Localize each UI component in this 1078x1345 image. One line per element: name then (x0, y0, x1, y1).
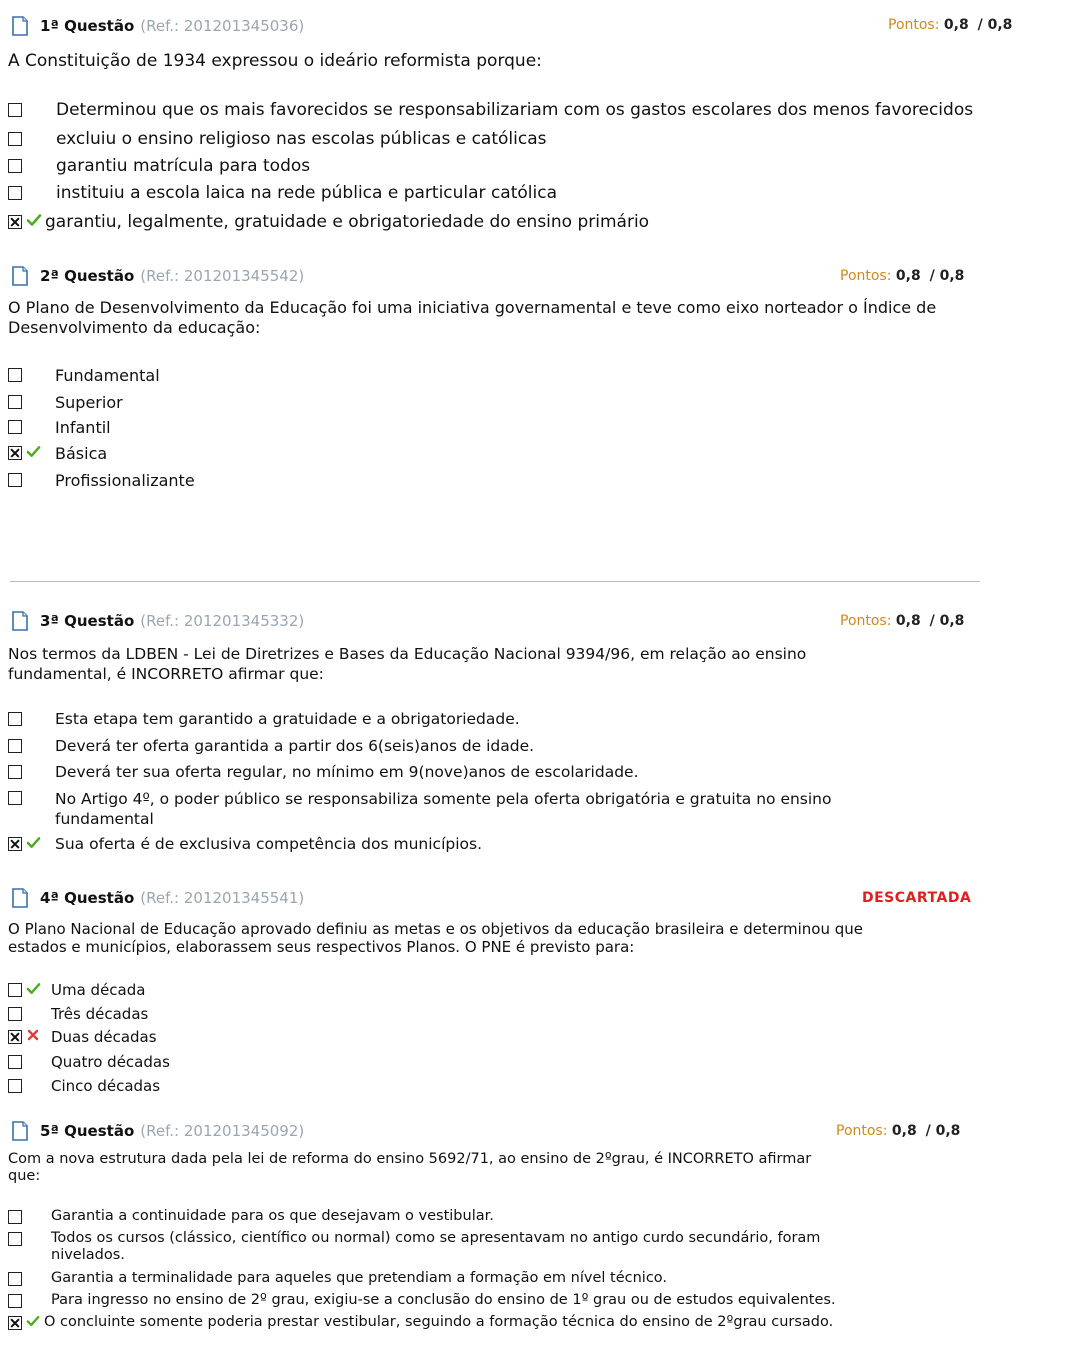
option-text: Profissionalizante (55, 471, 195, 490)
option-checkbox-checked[interactable] (8, 837, 22, 851)
points-value: 0,8 (891, 1123, 917, 1139)
question-title: 4ª Questão (40, 889, 135, 907)
question-stem: A Constituição de 1934 expressou o ideário reformista porque: (8, 51, 542, 71)
option-item[interactable] (8, 212, 649, 232)
option-text: garantiu matrícula para todos (56, 156, 311, 176)
option-item[interactable] (8, 1005, 148, 1023)
question-title: 5ª Questão (40, 1122, 135, 1140)
option-checkbox[interactable] (8, 1079, 22, 1093)
option-checkbox[interactable] (8, 186, 22, 200)
option-item[interactable] (8, 1314, 833, 1330)
question-title: 2ª Questão (40, 267, 135, 285)
question-ref: (Ref.: 201201345036) (140, 17, 305, 35)
option-text: Superior (55, 393, 123, 412)
option-text: Para ingresso no ensino de 2º grau, exigiu-se a conclusão do ensino de 1º grau ou de estudos equivalentes. (51, 1292, 836, 1308)
question-title: 1ª Questão (40, 17, 135, 35)
question-ref: (Ref.: 201201345542) (140, 267, 305, 285)
points-total: / 0,8 (925, 1123, 961, 1139)
option-checkbox[interactable] (8, 395, 22, 409)
option-item[interactable] (8, 444, 107, 463)
question-stem (8, 920, 863, 956)
points-value: 0,8 (943, 17, 969, 33)
option-item[interactable] (8, 1230, 820, 1264)
option-text: excluiu o ensino religioso nas escolas públicas e católicas (56, 129, 547, 149)
option-checkbox-checked[interactable] (8, 446, 22, 460)
option-text: Garantia a terminalidade para aqueles que pretendiam a formação em nível técnico. (51, 1270, 668, 1286)
option-item[interactable] (8, 737, 534, 755)
option-item[interactable] (8, 1077, 160, 1095)
question-2-header (10, 266, 304, 286)
option-checkbox[interactable] (8, 473, 22, 487)
points-label: Pontos: (840, 268, 892, 284)
option-text: garantiu, legalmente, gratuidade e obrigatoriedade do ensino primário (45, 212, 650, 232)
option-item[interactable] (8, 156, 310, 176)
check-icon (22, 835, 59, 850)
discarded-badge: DESCARTADA (862, 890, 972, 906)
option-item[interactable] (8, 393, 123, 412)
option-item[interactable] (8, 418, 111, 437)
document-icon (10, 1121, 30, 1141)
points-label: Pontos: (840, 613, 892, 629)
option-checkbox-checked[interactable] (8, 1030, 22, 1044)
option-text-line: nivelados. (51, 1247, 125, 1263)
points-display (836, 1123, 960, 1139)
option-checkbox[interactable] (8, 368, 22, 382)
option-text: Três décadas (51, 1005, 149, 1023)
option-checkbox[interactable] (8, 1007, 22, 1021)
question-3-header (10, 611, 304, 631)
points-value: 0,8 (895, 613, 921, 629)
stem-line: que: (8, 1168, 41, 1184)
option-checkbox[interactable] (8, 739, 22, 753)
option-text: Determinou que os mais favorecidos se responsabilizariam com os gastos escolares dos menos favorecidos (56, 100, 974, 120)
option-text-line: fundamental (55, 810, 154, 828)
divider (10, 581, 980, 582)
option-text: Quatro décadas (51, 1053, 170, 1071)
option-checkbox[interactable] (8, 983, 22, 997)
question-5-header (10, 1121, 304, 1141)
stem-line: O Plano Nacional de Educação aprovado definiu as metas e os objetivos da educação brasileira e determinou que (8, 920, 864, 938)
question-ref: (Ref.: 201201345092) (140, 1122, 305, 1140)
option-checkbox[interactable] (8, 1272, 22, 1286)
option-text (51, 1230, 820, 1264)
document-icon (10, 888, 30, 908)
option-checkbox-checked[interactable] (8, 215, 22, 229)
document-icon (10, 611, 30, 631)
option-text: instituiu a escola laica na rede pública e particular católica (56, 183, 557, 203)
stem-line: estados e municípios, elaborassem seus respectivos Planos. O PNE é previsto para: (8, 938, 635, 956)
option-text: Esta etapa tem garantido a gratuidade e a obrigatoriedade. (55, 710, 520, 728)
option-item[interactable] (8, 100, 973, 120)
option-text-line: No Artigo 4º, o poder público se responsabiliza somente pela oferta obrigatória e gratuita no ensino (55, 790, 832, 808)
question-4-header (10, 888, 304, 908)
option-checkbox[interactable] (8, 132, 22, 146)
points-value: 0,8 (895, 268, 921, 284)
option-text: O concluinte somente poderia prestar vestibular, seguindo a formação técnica do ensino de 2ºgrau cursado. (44, 1314, 834, 1330)
option-item[interactable] (8, 763, 639, 781)
option-text: Uma década (51, 981, 146, 999)
option-checkbox[interactable] (8, 1232, 22, 1246)
option-checkbox[interactable] (8, 103, 22, 117)
option-item[interactable] (8, 1270, 667, 1286)
points-display (840, 613, 964, 629)
option-text: Deverá ter sua oferta regular, no mínimo em 9(nove)anos de escolaridade. (55, 763, 639, 781)
option-text: Garantia a continuidade para os que desejavam o vestibular. (51, 1208, 494, 1224)
points-display (840, 268, 964, 284)
option-checkbox[interactable] (8, 791, 22, 805)
question-stem (8, 644, 806, 684)
option-item[interactable] (8, 366, 160, 385)
question-ref: (Ref.: 201201345541) (140, 889, 305, 907)
option-item[interactable] (8, 1053, 170, 1071)
stem-line: O Plano de Desenvolvimento da Educação foi uma iniciativa governamental e teve como eixo norteador o Índice de (8, 298, 937, 317)
stem-line: Desenvolvimento da educação: (8, 318, 261, 337)
stem-line: fundamental, é INCORRETO afirmar que: (8, 665, 324, 683)
option-text-line: Todos os cursos (clássico, científico ou normal) como se apresentavam no antigo curdo secundário, foram (51, 1230, 821, 1246)
option-item[interactable] (8, 981, 145, 999)
question-title: 3ª Questão (40, 612, 135, 630)
option-checkbox[interactable] (8, 1210, 22, 1224)
option-item[interactable] (8, 710, 520, 728)
option-item[interactable] (8, 789, 832, 829)
question-stem (8, 298, 936, 338)
option-text: Sua oferta é de exclusiva competência dos municípios. (55, 835, 483, 853)
points-total: / 0,8 (929, 613, 965, 629)
stem-line: Com a nova estrutura dada pela lei de reforma do ensino 5692/71, ao ensino de 2ºgrau, é INCORRETO afirmar (8, 1151, 812, 1167)
check-icon (22, 444, 59, 459)
option-text: Infantil (55, 418, 111, 437)
points-total: / 0,8 (977, 17, 1013, 33)
option-item[interactable] (8, 183, 557, 203)
stem-line: Nos termos da LDBEN - Lei de Diretrizes e Bases da Educação Nacional 9394/96, em relação ao ensino (8, 645, 807, 663)
option-item[interactable] (8, 835, 482, 853)
option-checkbox[interactable] (8, 712, 22, 726)
option-text: Básica (55, 444, 108, 463)
option-item[interactable] (8, 1292, 836, 1308)
option-text: Cinco décadas (51, 1077, 161, 1095)
option-checkbox[interactable] (8, 159, 22, 173)
question-ref: (Ref.: 201201345332) (140, 612, 305, 630)
option-checkbox[interactable] (8, 765, 22, 779)
option-item[interactable] (8, 471, 195, 490)
option-checkbox[interactable] (8, 420, 22, 434)
question-stem (8, 1151, 811, 1185)
question-1-header (10, 16, 304, 36)
points-label: Pontos: (836, 1123, 888, 1139)
points-total: / 0,8 (929, 268, 965, 284)
option-text: Duas décadas (51, 1028, 157, 1046)
points-display (888, 17, 1012, 33)
option-text: Deverá ter oferta garantida a partir dos 6(seis)anos de idade. (55, 737, 535, 755)
document-icon (10, 16, 30, 36)
option-text: Fundamental (55, 366, 160, 385)
document-icon (10, 266, 30, 286)
points-label: Pontos: (888, 17, 940, 33)
option-item[interactable] (8, 1028, 157, 1046)
option-item[interactable] (8, 1208, 494, 1224)
option-text (55, 789, 832, 829)
option-item[interactable] (8, 129, 546, 149)
option-checkbox[interactable] (8, 1055, 22, 1069)
option-checkbox-checked[interactable] (8, 1316, 22, 1330)
option-checkbox[interactable] (8, 1294, 22, 1308)
